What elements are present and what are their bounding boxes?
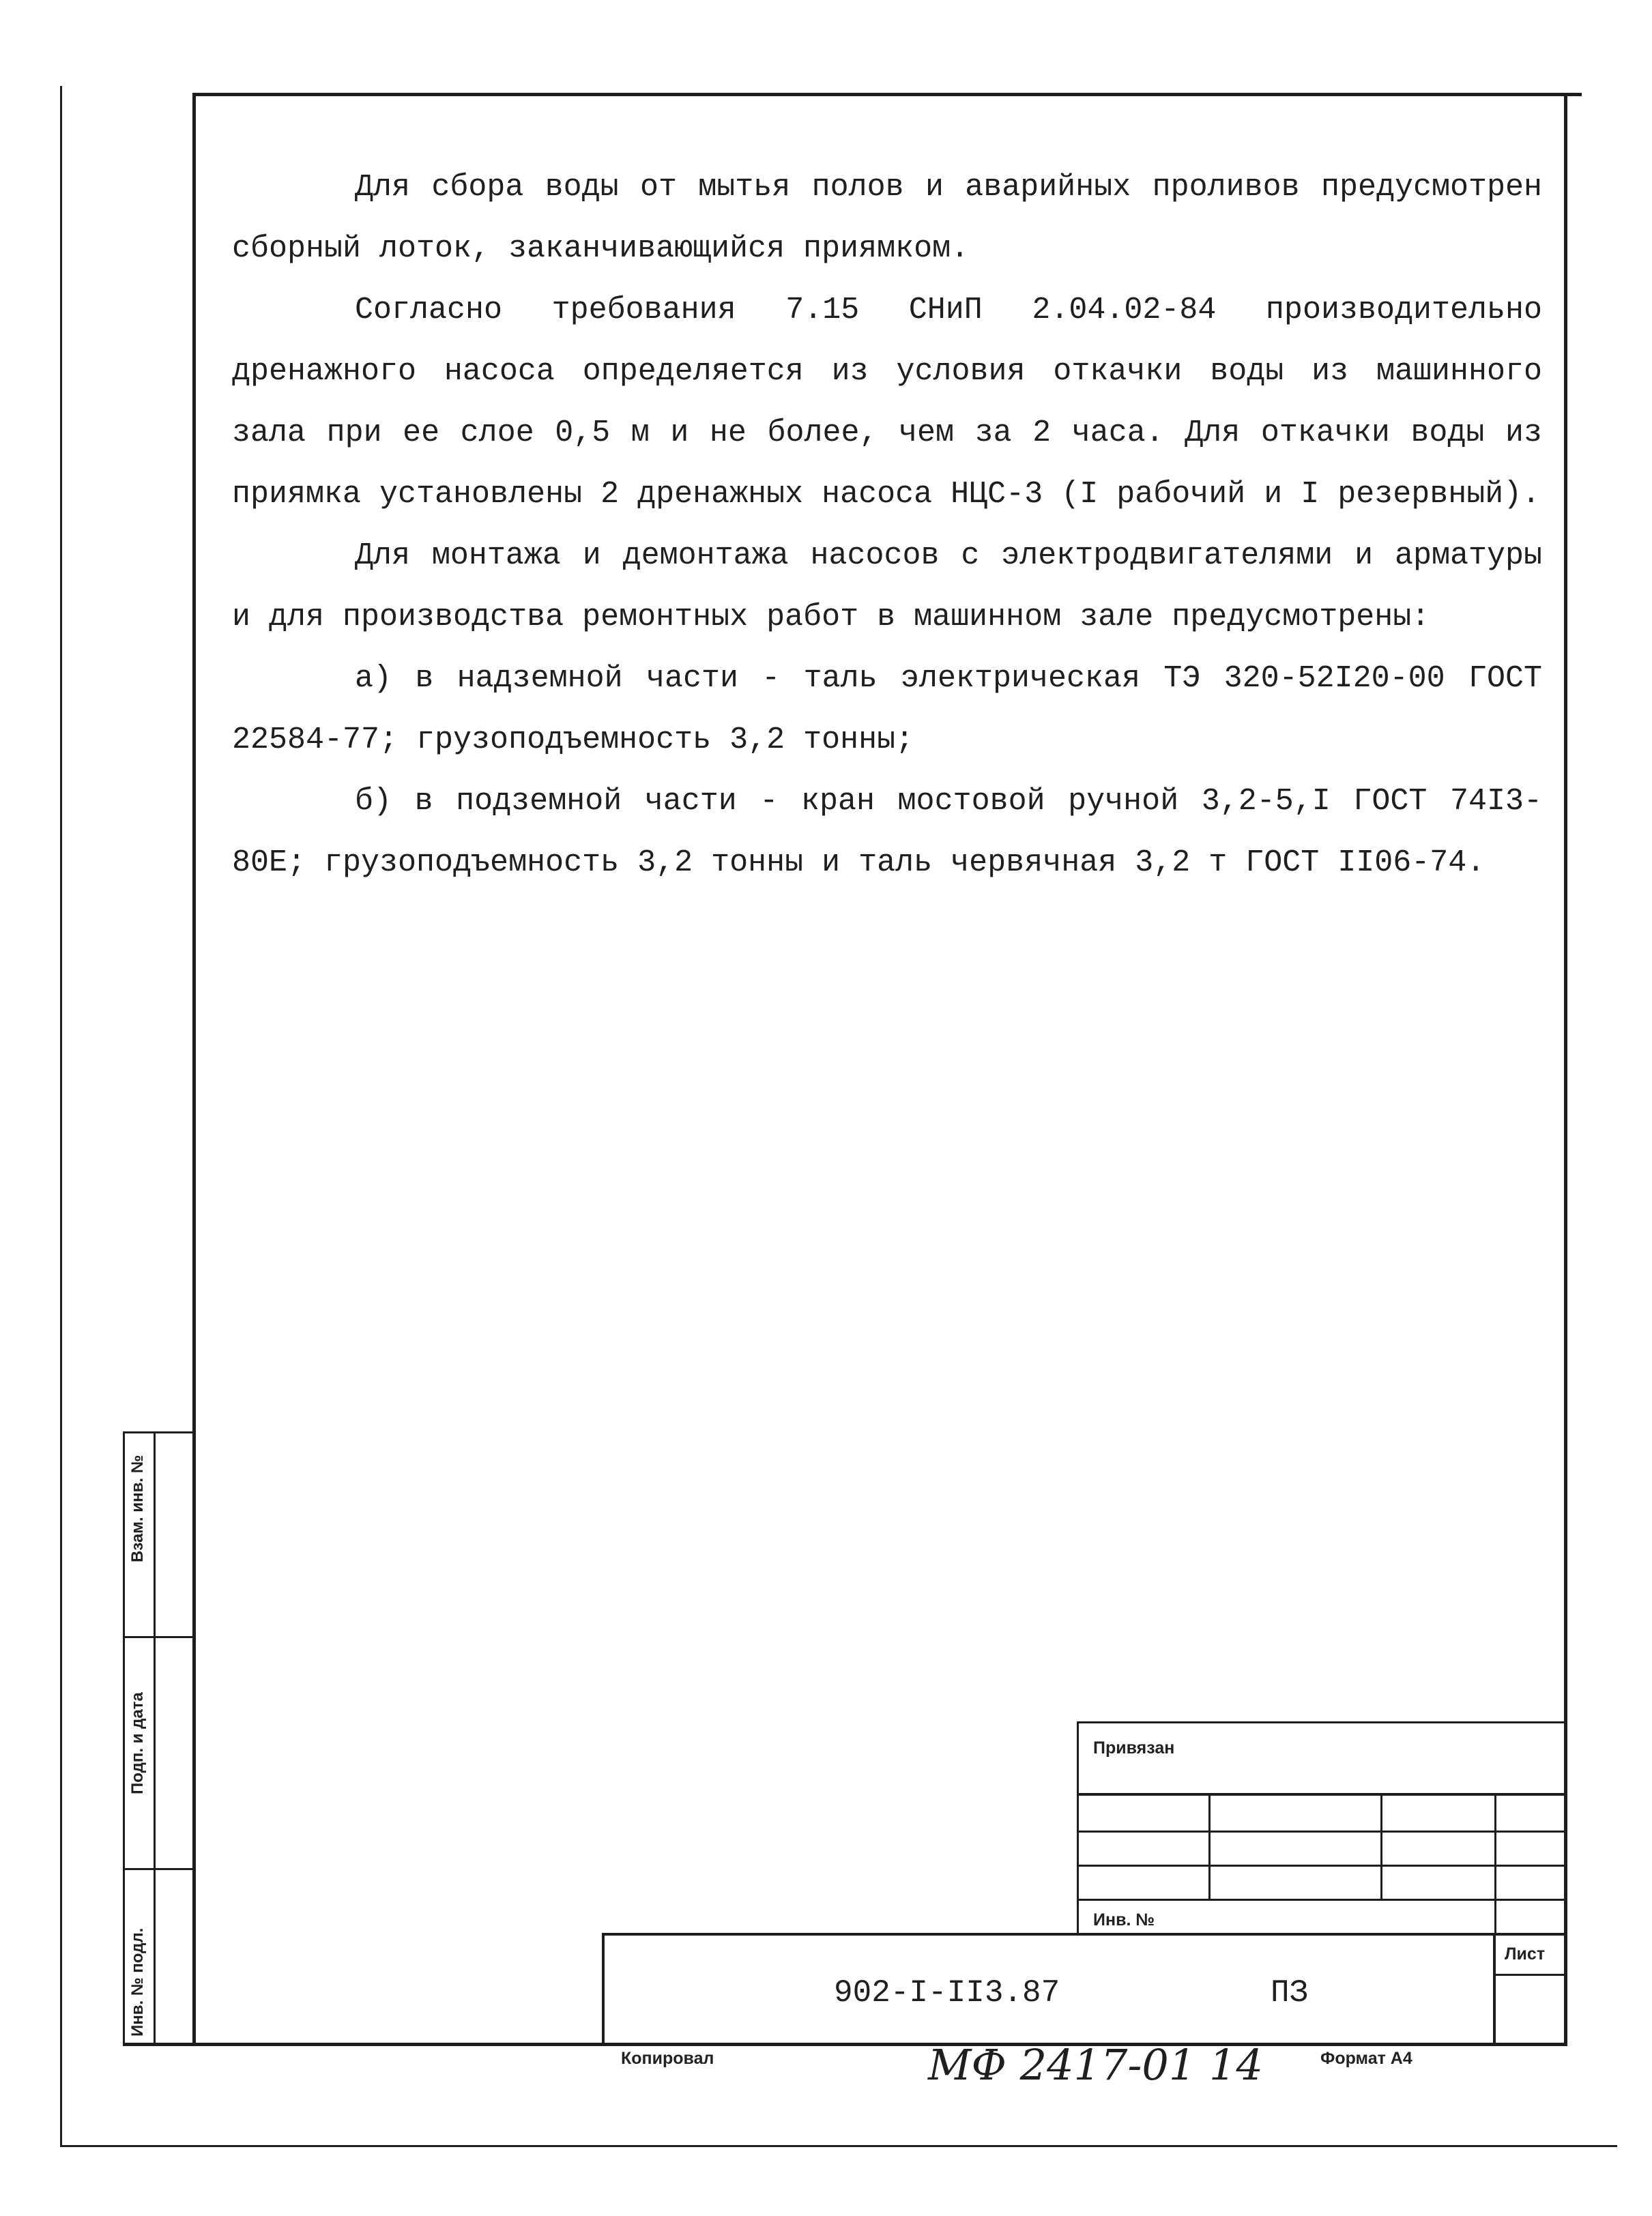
frame-top [192, 93, 1582, 96]
sheet-label: Лист [1505, 1944, 1546, 1964]
handwritten-copy-number: МФ 2417-01 14 [928, 2040, 1263, 2090]
stamp-label-podp-data: Подп. и дата [128, 1692, 147, 1794]
paragraph: Для монтажа и демонтажа насосов с электродвигателями и арматуры и для производства ремонтных работ в машинном зале предусмотрены: [232, 538, 1542, 635]
outer-frame-bottom [60, 2145, 1617, 2147]
paragraph: Для сбора воды от мытья полов и аварийных проливов предусмотрен сборный лоток, заканчивающийся приямком. [232, 170, 1542, 266]
inv-no-label: Инв. № [1093, 1910, 1155, 1929]
paragraph: б) в подземной части - кран мостовой ручной 3,2-5,I ГОСТ 74I3-80Е; грузоподъемность 3,2 тонны и таль червячная 3,2 т ГОСТ II06-74. [232, 784, 1542, 880]
paragraph: а) в надземной части - таль электрическая ТЭ 320-52I20-00 ГОСТ 22584-77; грузоподъемность 3,2 тонны; [232, 661, 1542, 757]
stamp-label-vzam-inv: Взам. инв. № [128, 1455, 147, 1562]
kopiroval-label: Копировал [621, 2049, 714, 2068]
doc-code: 902-I-II3.87 [834, 1975, 1060, 2011]
stamp-label-inv-podl: Инв. № подл. [128, 1927, 147, 2037]
format-label: Формат А4 [1320, 2049, 1412, 2068]
body-text [232, 157, 1542, 894]
main-title-block [602, 1933, 1567, 2046]
privyazan-label: Привязан [1093, 1738, 1175, 1758]
paragraph: Согласно требования 7.15 СНиП 2.04.02-84 производительно дренажного насоса определяется из условия откачки воды из машинного зала при ее слое 0,5 м и не более, чем за 2 часа. Для откачки воды из приямка установлены 2 дренажных насоса НЦС-3 (I рабочий и I резервный). [232, 293, 1542, 512]
outer-frame-left [60, 86, 62, 2146]
section-code: ПЗ [1271, 1975, 1309, 2011]
